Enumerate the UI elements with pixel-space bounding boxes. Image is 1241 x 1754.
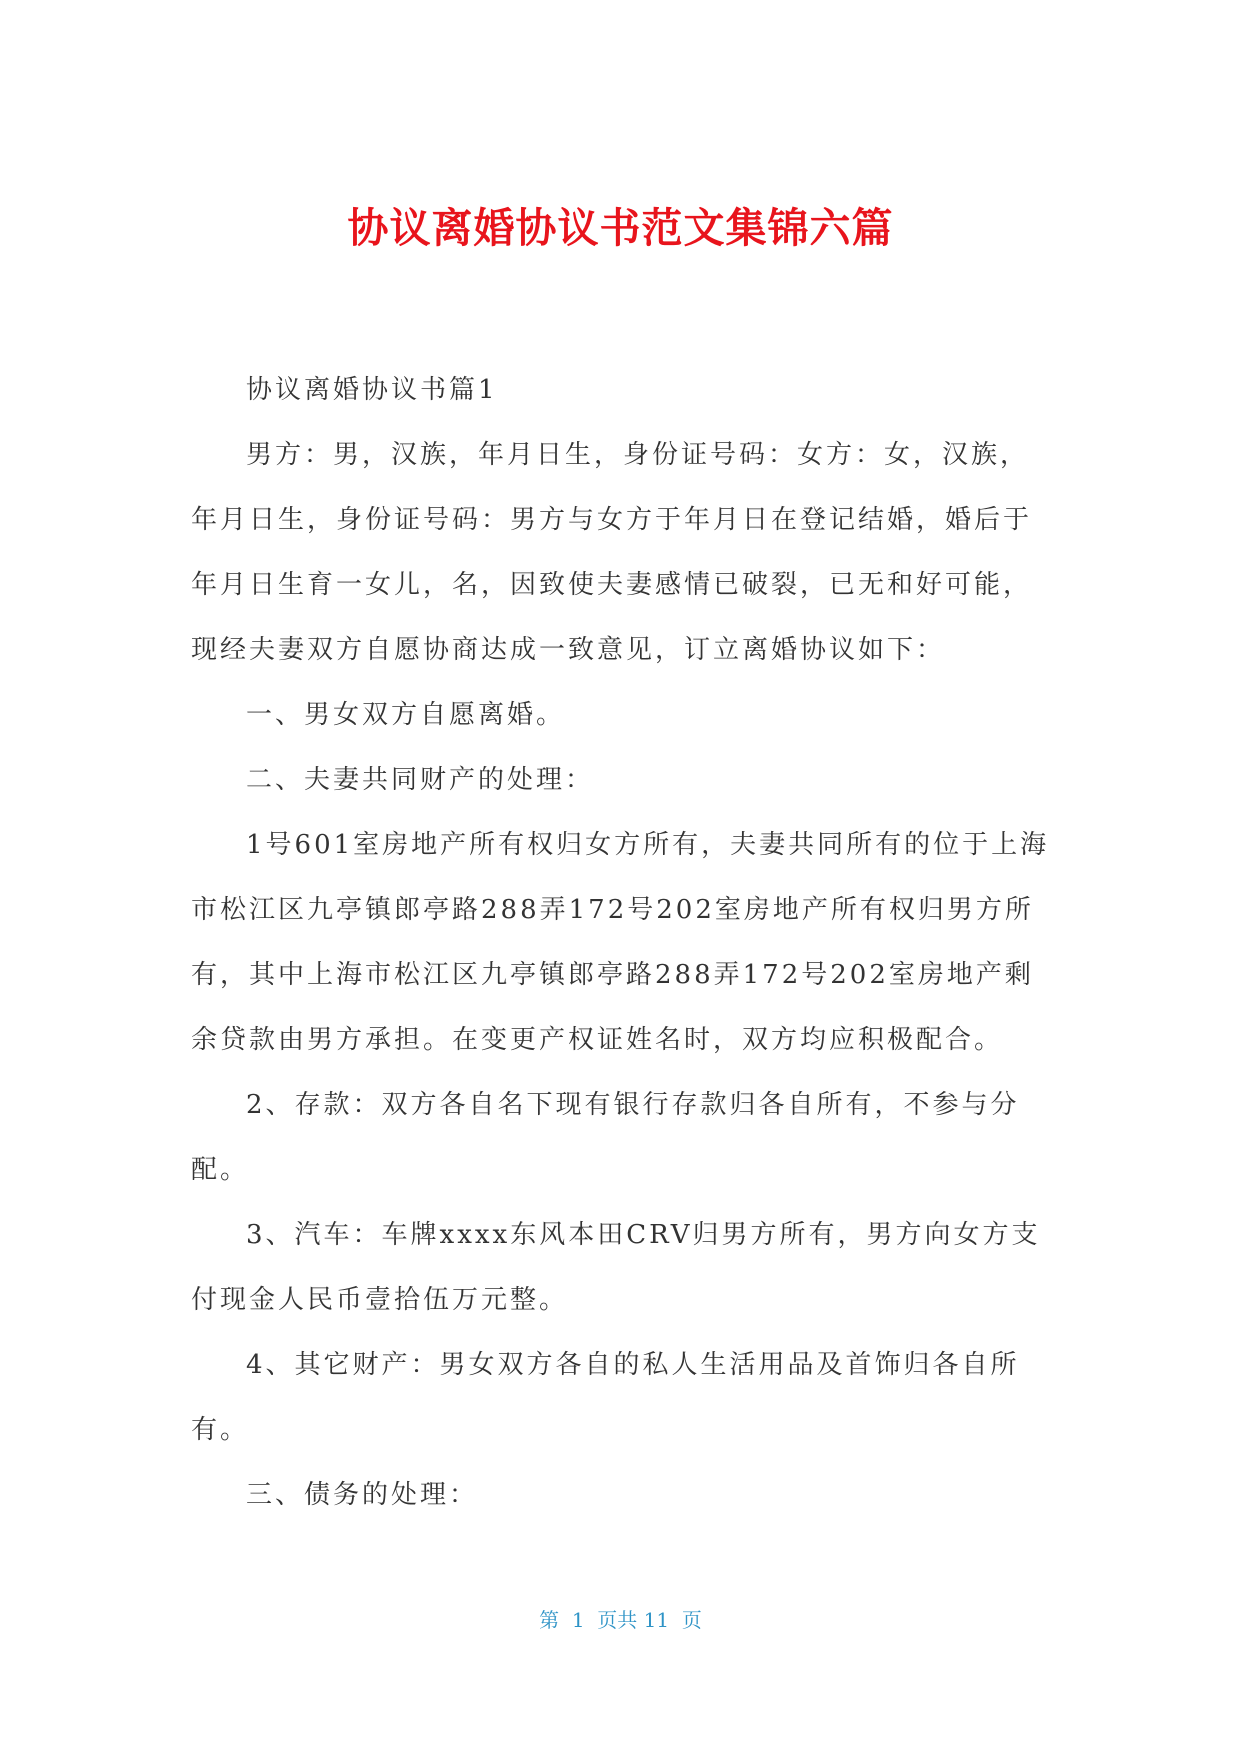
clause-property-heading: 二、夫妻共同财产的处理：: [246, 765, 595, 795]
clause-other-property: 4、其它财产：男女双方各自的私人生活用品及首饰归各自所有。: [191, 1350, 1020, 1445]
document-body: [191, 358, 1051, 1528]
document-title: 协议离婚协议书范文集锦六篇: [347, 204, 894, 252]
section-heading: 协议离婚协议书篇1: [246, 375, 498, 405]
clause-deposits: 2、存款：双方各自名下现有银行存款归各自所有，不参与分配。: [191, 1090, 1020, 1185]
clause-debt-heading: 三、债务的处理：: [246, 1480, 479, 1510]
clause-real-estate: 1号601室房地产所有权归女方所有，夫妻共同所有的位于上海市松江区九亭镇郎亭路288弄172号202室房地产所有权归男方所有，其中上海市松江区九亭镇郎亭路288弄172号202室房地产剩余贷款由男方承担。在变更产权证姓名时，双方均应积极配合。: [191, 830, 1050, 1055]
clause-car: 3、汽车：车牌xxxx东风本田CRV归男方所有，男方向女方支付现金人民币壹拾伍万元整。: [191, 1220, 1041, 1315]
paragraph-parties: 男方：男，汉族，年月日生，身份证号码：女方：女，汉族，年月日生，身份证号码：男方与女方于年月日在登记结婚，婚后于年月日生育一女儿，名，因致使夫妻感情已破裂，已无和好可能，现经夫妻双方自愿协商达成一致意见，订立离婚协议如下：: [191, 440, 1033, 665]
clause-divorce: 一、男女双方自愿离婚。: [246, 700, 566, 730]
page-number-footer: 第 1 页共 11 页: [539, 1608, 702, 1632]
